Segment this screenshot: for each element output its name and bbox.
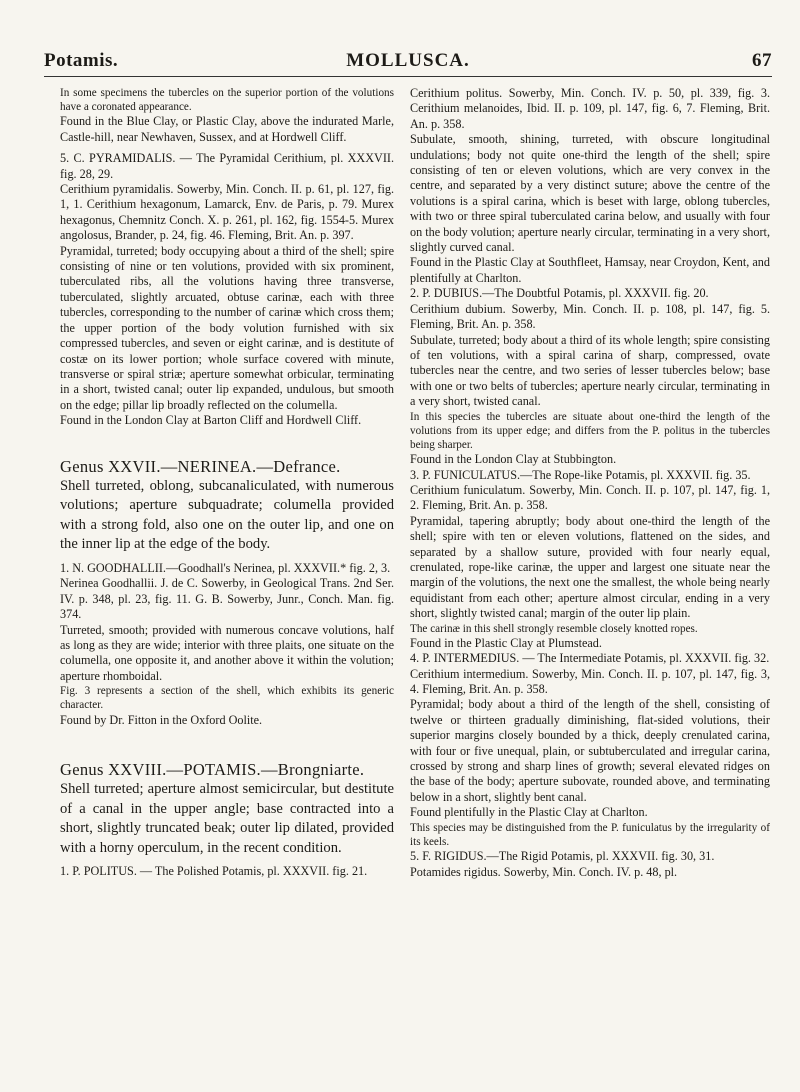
synonymy: Cerithium pyramidalis. Sowerby, Min. Conch. II. p. 61, pl. 127, fig. 1, 1. Cerithium hexagonum, Lamarck, Env. de Paris, p. 79. Murex hexagonus, Chemnitz Conch. X. p. 261, pl. 162, fig. 1554-5. Murex angolosus, Brander, p. 24, fig. 46. Fleming, Brit. An. p. 397. xyxy=(60,182,394,243)
paragraph: Pyramidal, tapering abruptly; body about one-third the length of the shell; spire with ten or eleven volutions, flattened on the sides, and separated by a shallow suture, provided with four nearly equal, crenulated, rope-like carinæ, the upper and largest one situate near the margin of the volutions, the next one the smallest, the whole being nearly equidistant from each other; aperture almost circular, ending in a very short, slightly twisted canal; margin of the outer lip plain. xyxy=(410,513,770,621)
genus-heading: Genus XXVII.—NERINEA.—Defrance. xyxy=(60,456,341,476)
genus-description: Shell turreted, oblong, subcanaliculated, with numerous volutions; aperture subquadrate; columella provided with a strong fold, also one on the outer lip, and one on the inner lip at the edge of the body. xyxy=(60,477,394,553)
synonymy: Cerithium politus. Sowerby, Min. Conch. IV. p. 50, pl. 339, fig. 3. Cerithium melanoides, Ibid. II. p. 109, pl. 147, fig. 6, 7. Fleming, Brit. An. p. 358. xyxy=(410,86,770,131)
page-number: 67 xyxy=(752,50,772,71)
genus-description: Shell turreted; aperture almost semicircular, but destitute of a canal in the upper angle; base contracted into a short, slightly truncated beak; outer lip dilated, provided with a horny operculum, in the recent condition. xyxy=(60,780,394,856)
paragraph: Subulate, turreted; body about a third of its whole length; spire consisting of ten volutions, with a spiral carina of sharp, compressed, ovate tubercles near the centre, and two series of lesser tubercles below; base with one or two belts of tubercles; aperture nearly circular, terminating in a very short, twisted canal. xyxy=(410,332,770,409)
note: The carinæ in this shell strongly resemble closely knotted ropes. xyxy=(410,622,698,635)
paragraph: Turreted, smooth; provided with numerous concave volutions, half as long as they are wide; interior with three plaits, one situate on the columella, one opposite it, and another above it within the volution; aperture rhomboidal. xyxy=(60,622,394,683)
note: This species may be distinguished from the P. funiculatus by the irregularity of its keels. xyxy=(410,821,770,848)
species-heading: 3. P. FUNICULATUS.—The Rope-like Potamis, pl. XXXVII. fig. 35. xyxy=(410,467,751,482)
right-column xyxy=(410,86,770,880)
paragraph: In some specimens the tubercles on the superior portion of the volutions have a coronated appearance. xyxy=(60,87,394,114)
synonymy: Cerithium funiculatum. Sowerby, Min. Conch. II. p. 107, pl. 147, fig. 1, 2. Fleming, Brit. An. p. 358. xyxy=(410,482,770,513)
locality: Found in the Plastic Clay at Plumstead. xyxy=(410,635,602,650)
note: Fig. 3 represents a section of the shell, which exhibits its generic character. xyxy=(60,685,394,712)
paragraph: Subulate, smooth, shining, turreted, with obscure longitudinal undulations; body not quite one-third the length of the shell; spire consisting of ten or eleven volutions, which are very convex in the centre, and separated by a very distinct suture; above the centre of the volutions is a spiral carina, which is beset with large, oblong tubercles, with two or three spiral tuberculated carina below, and usually with four on the body volution; aperture nearly circular, terminating in a very short, slightly curved canal. xyxy=(410,132,770,255)
running-header xyxy=(44,50,772,74)
genus-heading: Genus XXVIII.—POTAMIS.—Brongniarte. xyxy=(60,759,365,779)
header-section-name: Potamis. xyxy=(44,50,119,71)
locality: Found by Dr. Fitton in the Oxford Oolite. xyxy=(60,712,263,727)
locality: Found in the London Clay at Stubbington. xyxy=(410,452,617,467)
locality: Found plentifully in the Plastic Clay at Charlton. xyxy=(410,805,648,820)
synonymy: Potamides rigidus. Sowerby, Min. Conch. IV. p. 48, pl. xyxy=(410,864,678,879)
header-title: MOLLUSCA. xyxy=(346,50,470,71)
paragraph: Pyramidal; body about a third of the length of the shell, consisting of twelve or thirteen gradually diminishing, flat-sided volutions, their superior margins closely bounded by a thick, deeply crenulated carina, with four or five unequal, plain, or subtuberculated and irregular carina, crossed by strong and sharp lines of growth; several elevated ridges on the base of the body; aperture subovate, rounded above, and terminating below in a short, slightly bent canal. xyxy=(410,697,770,804)
locality: Found in the London Clay at Barton Cliff and Hordwell Cliff. xyxy=(60,413,362,428)
note: In this species the tubercles are situate about one-third the length of the volutions from its upper edge; and differs from the P. politus in the tubercles being sharper. xyxy=(410,410,770,451)
locality: Found in the Plastic Clay at Southfleet, Hamsay, near Croydon, Kent, and plentifully at Charlton. xyxy=(410,255,770,285)
synonymy: Nerinea Goodhallii. J. de C. Sowerby, in Geological Trans. 2nd Ser. IV. p. 348, pl. 23, fig. 11. G. B. Sowerby, Junr., Conch. Man. fig. 374. xyxy=(60,576,394,622)
species-heading: 5. C. PYRAMIDALIS. — The Pyramidal Cerithium, pl. XXXVII. fig. 28, 29. xyxy=(60,151,394,181)
left-column xyxy=(60,86,394,880)
species-heading: 4. P. INTERMEDIUS. — The Intermediate Potamis, pl. XXXVII. fig. 32. xyxy=(410,651,770,666)
paragraph: Found in the Blue Clay, or Plastic Clay, above the indurated Marle, Castle-hill, near Newhaven, Sussex, and at Hordwell Cliff. xyxy=(60,114,394,144)
paragraph: Pyramidal, turreted; body occupying about a third of the shell; spire consisting of nine or ten volutions, provided with six prominent, tuberculated ribs, all the volutions having three transverse, tuberculated, slightly arcuated, obtuse carinæ, each with three tubercles, corresponding to the number of carinæ which cross them; the upper portion of the body volution furnished with six compressed tubercles, and seven or eight carinæ, and is destitute of costæ on its lower portion; whole surface covered with minute, transverse or spiral striæ; aperture somewhat orbicular, terminating in a short, twisted canal; outer lip expanded, undulous, but smooth on the edge; pillar lip broadly reflected on the columella. xyxy=(60,243,394,412)
synonymy: Cerithium intermedium. Sowerby, Min. Conch. II. p. 107, pl. 147, fig. 3, 4. Fleming, Brit. An. p. 358. xyxy=(410,666,770,697)
species-heading: 1. P. POLITUS. — The Polished Potamis, pl. XXXVII. fig. 21. xyxy=(60,864,368,879)
species-heading: 1. N. GOODHALLII.—Goodhall's Nerinea, pl. XXXVII.* fig. 2, 3. xyxy=(60,560,391,575)
header-rule xyxy=(44,76,772,77)
species-heading: 2. P. DUBIUS.—The Doubtful Potamis, pl. XXXVII. fig. 20. xyxy=(410,286,709,301)
species-heading: 5. F. RIGIDUS.—The Rigid Potamis, pl. XXXVII. fig. 30, 31. xyxy=(410,849,715,864)
synonymy: Cerithium dubium. Sowerby, Min. Conch. II. p. 108, pl. 147, fig. 5. Fleming, Brit. An. p. 358. xyxy=(410,301,770,332)
